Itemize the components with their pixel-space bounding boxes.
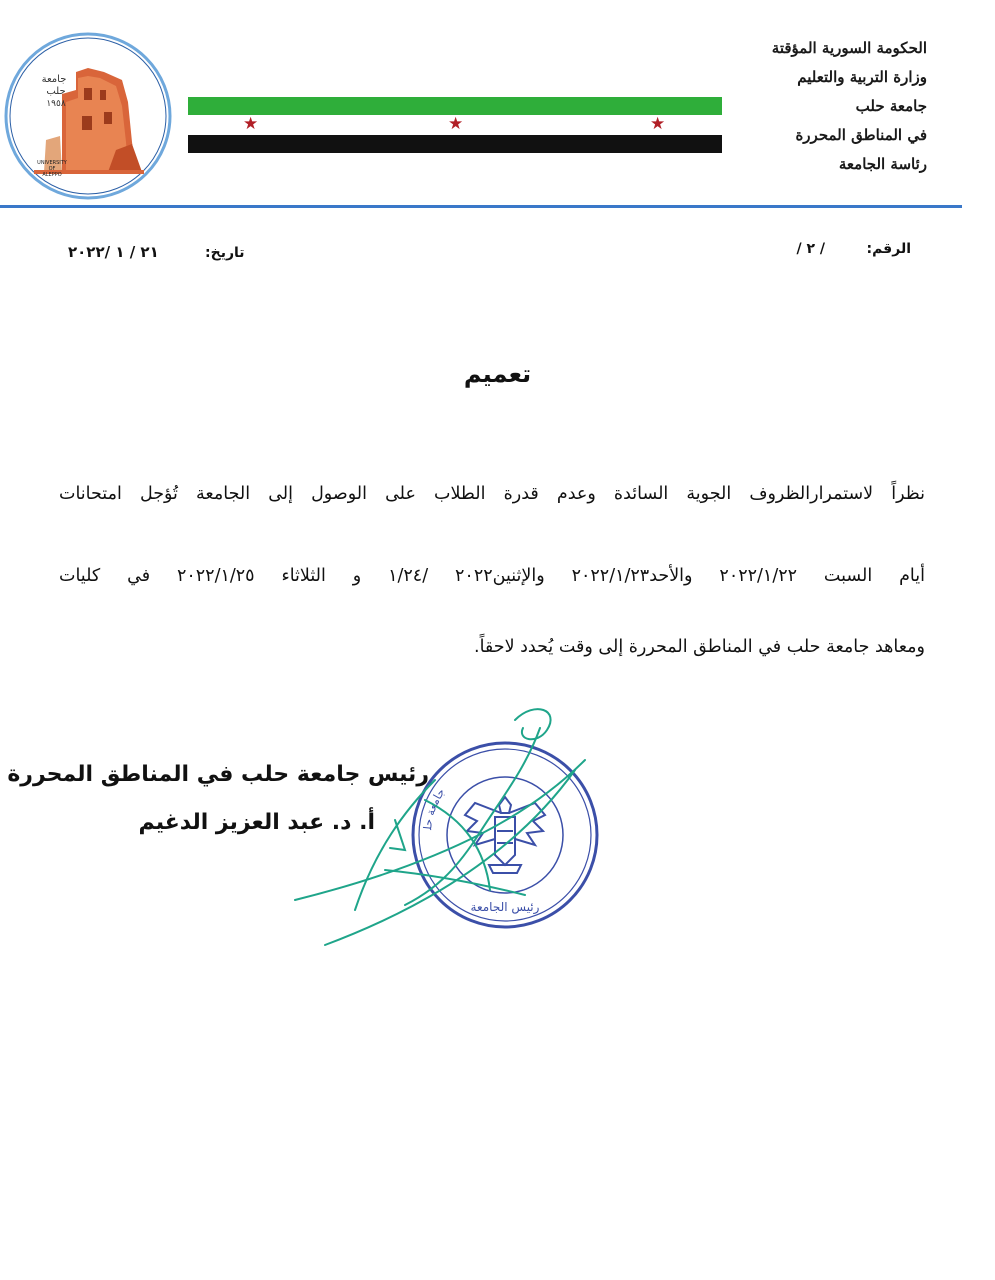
header-line-region: في المناطق المحررة: [795, 126, 927, 144]
flag-star-icon: ★: [243, 114, 259, 134]
logo-year: ١٩٥٨: [46, 99, 66, 109]
signatory-title: رئيس جامعة حلب في المناطق المحررة: [7, 762, 429, 787]
stamp-bottom-text: رئيس الجامعة: [470, 900, 540, 914]
body-line-2: أيام السبت ٢٠٢٢/١/٢٢ والأحد٢٠٢٢/١/٢٣ والإثنين٢٠٢٢ /١/٢٤ و الثلاثاء ٢٠٢٢/١/٢٥ في كليات: [59, 566, 925, 586]
signatory-name: أ. د. عبد العزيز الدغيم: [138, 810, 375, 835]
header-divider: [0, 205, 962, 208]
header-line-presidency: رئاسة الجامعة: [838, 155, 927, 173]
header-line-ministry: وزارة التربية والتعليم: [797, 68, 927, 86]
header-line-government: الحكومة السورية المؤقتة: [771, 39, 927, 57]
date-value: ٢١ / ١ /٢٠٢٢: [68, 243, 159, 261]
body-line-1: نظراً لاستمرارالظروف الجوية السائدة وعدم قدرة الطلاب على الوصول إلى الجامعة تُؤجل امتحانات: [59, 484, 925, 504]
flag-star-icon: ★: [448, 114, 464, 134]
syrian-revolution-flag: [188, 97, 722, 153]
logo-english-line1: UNIVERSITY: [37, 160, 67, 166]
flag-star-icon: ★: [650, 114, 666, 134]
document-title: تعميم: [463, 360, 532, 388]
reference-number-value: / ٢ /: [796, 241, 825, 257]
date-label: تاريخ:: [205, 245, 245, 261]
logo-arabic-city: حلب: [46, 86, 66, 97]
body-line-3: ومعاهد جامعة حلب في المناطق المحررة إلى وقت يُحدد لاحقاً.: [474, 637, 925, 657]
reference-number-label: الرقم:: [866, 241, 911, 257]
logo-english-line2: OF: [48, 166, 56, 172]
logo-english-line3: ALEPPO: [42, 172, 62, 178]
flag-green-stripe: [188, 97, 722, 115]
logo-arabic-name: جامعة: [41, 74, 67, 85]
stamp-ring-text: جامعة حل: [421, 785, 448, 831]
university-of-aleppo-logo: [4, 32, 172, 200]
flag-black-stripe: [188, 135, 722, 153]
header-line-university: جامعة حلب: [855, 97, 927, 115]
